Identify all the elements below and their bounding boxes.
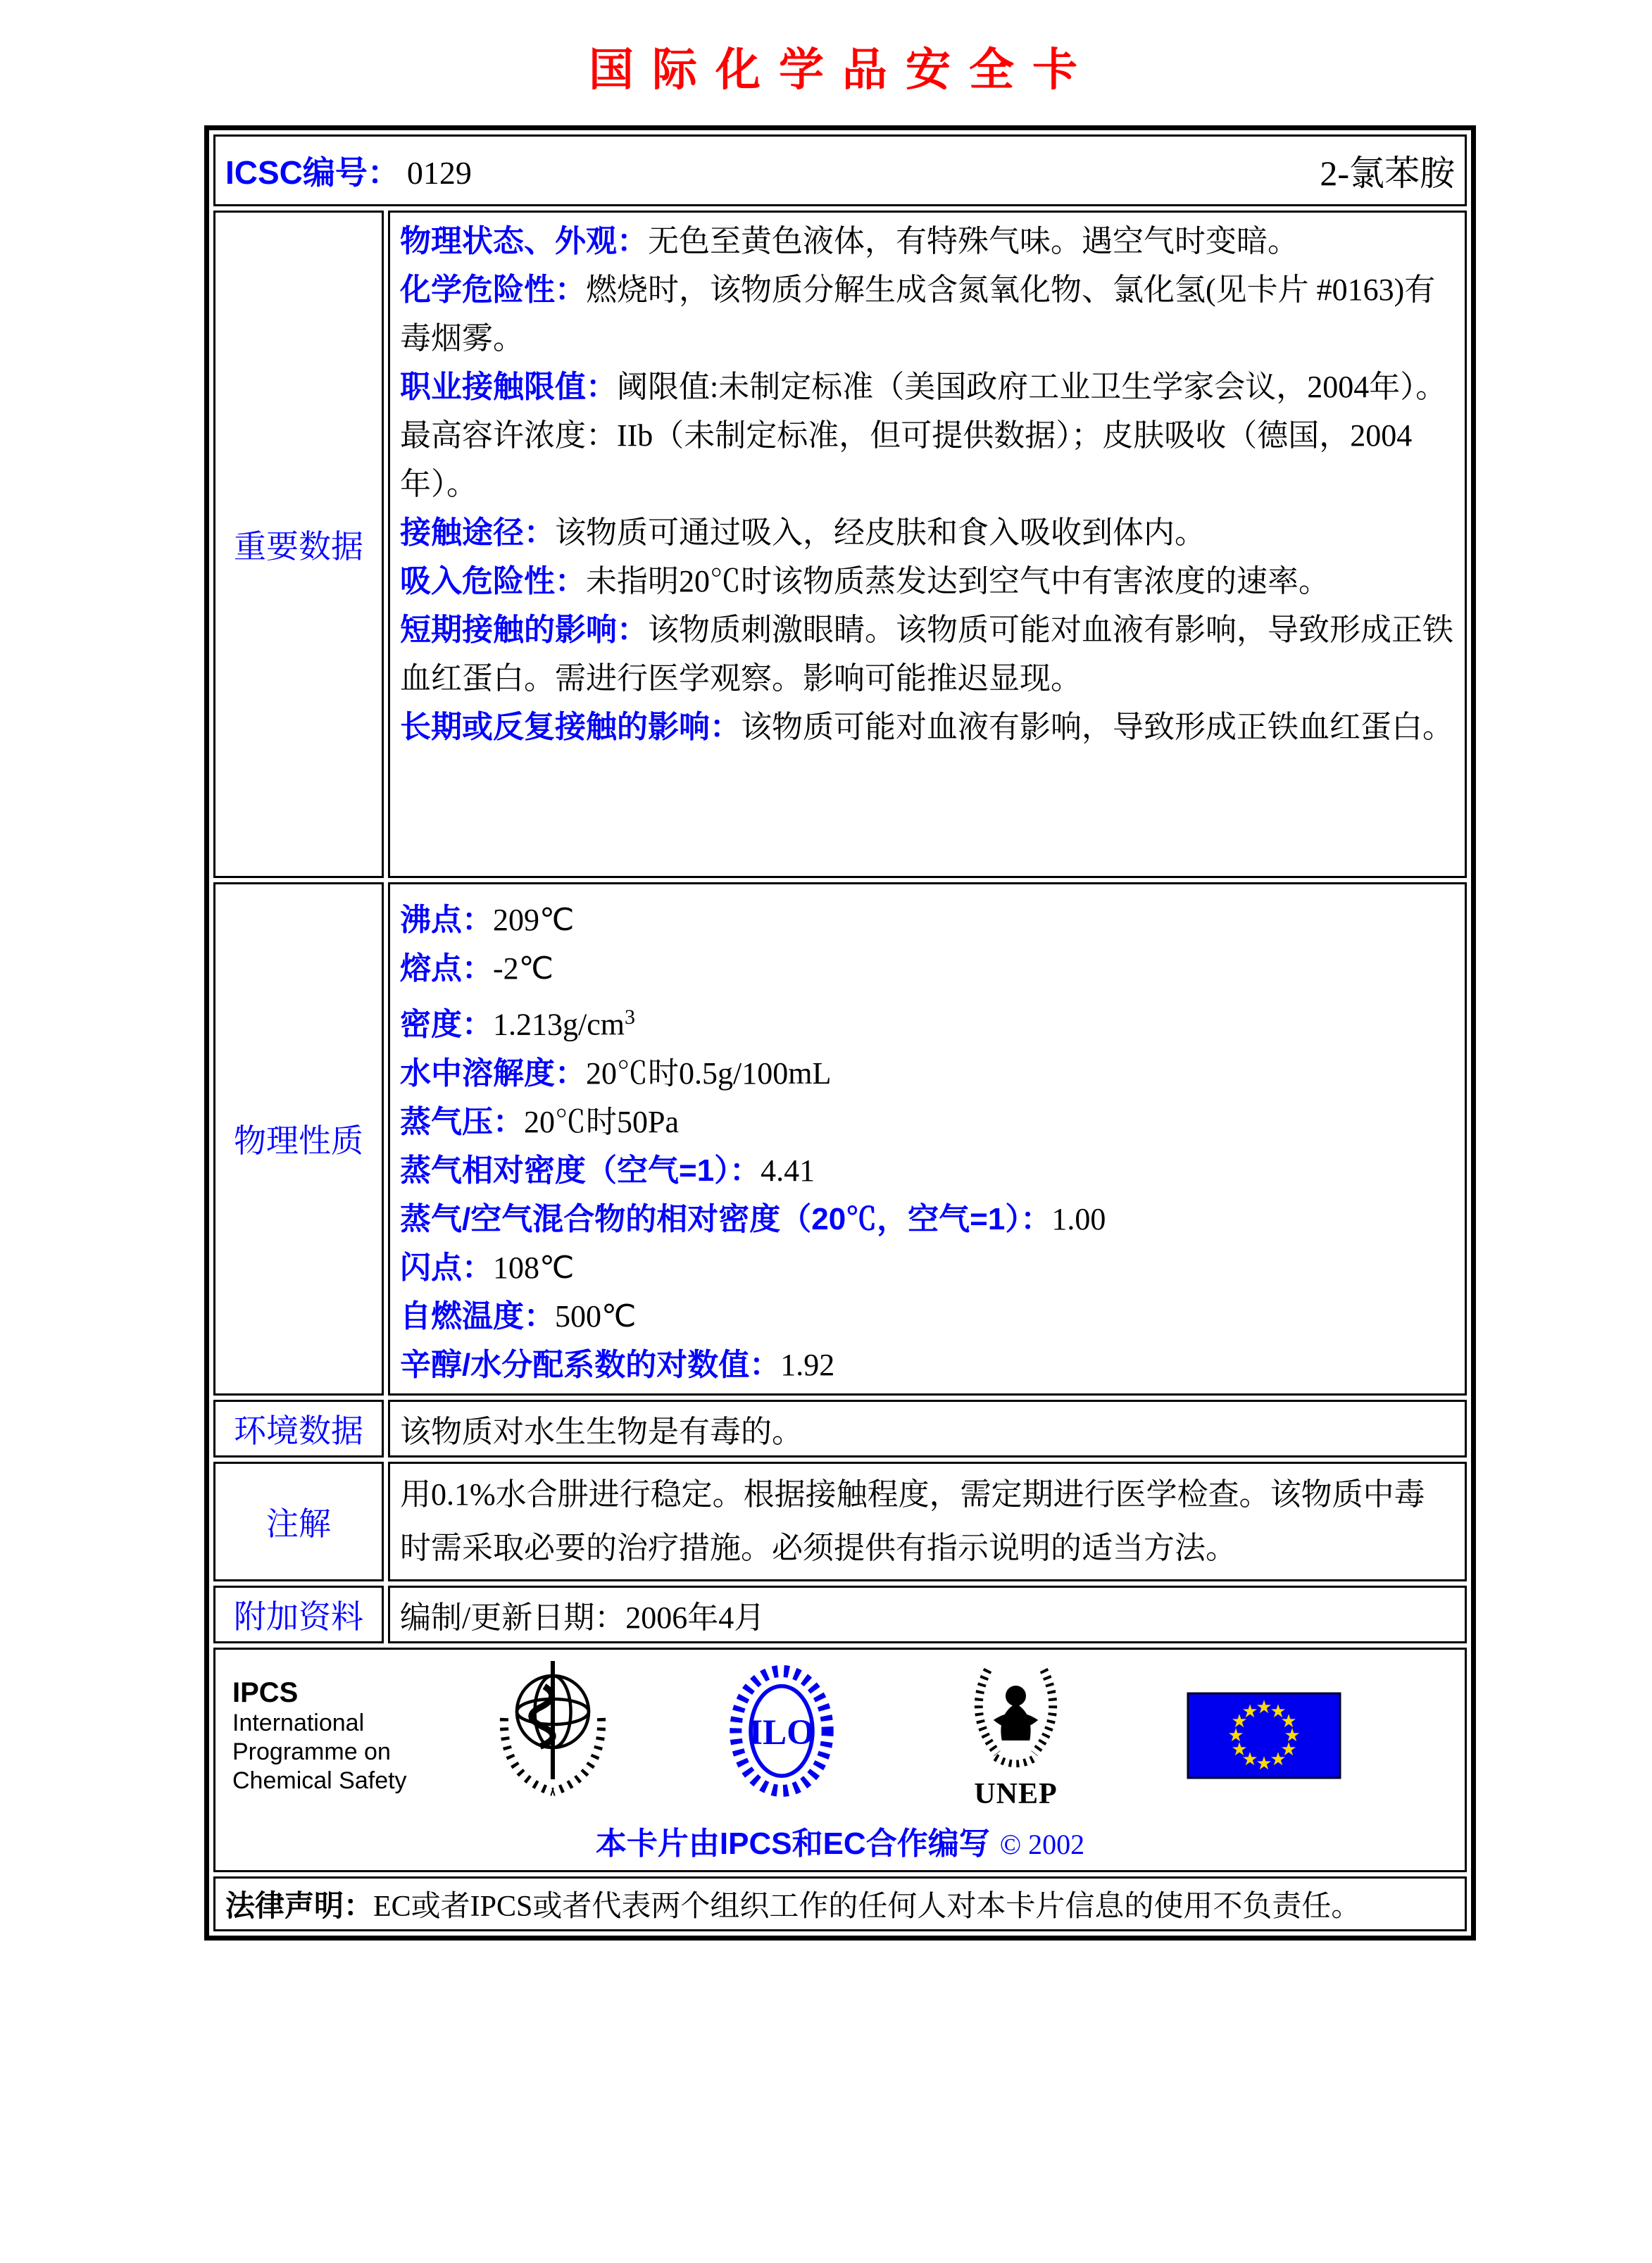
important-item-exposure-routes: [400, 508, 1455, 557]
logos-row: [213, 1648, 1467, 1872]
icsc-number-label: ICSC编号：: [225, 154, 400, 191]
important-item-long-term-effects: [400, 703, 1455, 751]
legal-text: EC或者IPCS或者代表两个组织工作的任何人对本卡片信息的使用不负责任。: [373, 1890, 1361, 1923]
item-label: 吸入危险性：: [400, 564, 586, 598]
important-item-short-term-effects: [400, 606, 1455, 703]
item-text: 该物质刺激眼睛。该物质可能对血液有影响，导致形成正铁血红蛋白。需进行医学观察。影响可能推迟显现。: [400, 613, 1453, 696]
property-autoignition-temperature: [400, 1292, 1455, 1341]
item-text: 阈限值:未制定标准（美国政府工业卫生学家会议，2004年）。最高容许浓度：IIb（未制定标准，但可提供数据）；皮肤吸收（德国，2004年）。: [400, 370, 1447, 501]
property-label: 蒸气相对密度（空气=1）：: [400, 1153, 761, 1188]
property-value: 1.92: [780, 1347, 835, 1382]
item-text: 该物质可能对血液有影响，导致形成正铁血红蛋白。: [741, 710, 1453, 744]
important-item-physical-state: [400, 217, 1455, 265]
ipcs-line: Programme on: [232, 1738, 391, 1765]
property-label: 闪点：: [400, 1250, 493, 1285]
property-octanol-water-partition: [400, 1341, 1455, 1389]
legal-cell: [213, 1876, 1467, 1931]
legal-label: 法律声明：: [225, 1888, 374, 1922]
card-header-cell: [213, 134, 1467, 206]
property-value: 4.41: [761, 1153, 815, 1188]
property-flash-point: [400, 1243, 1455, 1292]
environmental-data-content: 该物质对水生生物是有毒的。: [388, 1400, 1467, 1458]
item-label: 化学危险性：: [400, 272, 586, 307]
property-value: -2℃: [493, 951, 554, 986]
property-value: 1.213g/cm: [493, 1007, 625, 1042]
svg-text:★: ★: [1227, 1725, 1244, 1746]
property-label: 自燃温度：: [400, 1298, 555, 1334]
icsc-number-value: 0129: [406, 155, 472, 191]
icsc-card-table: [204, 125, 1476, 1941]
notes-content: [388, 1462, 1467, 1581]
property-melting-point: [400, 944, 1455, 993]
property-water-solubility: [400, 1049, 1455, 1098]
logos-cell: [213, 1648, 1467, 1872]
who-emblem-icon: [489, 1657, 616, 1815]
item-label: 物理状态、外观：: [400, 224, 648, 258]
property-label: 密度：: [400, 1007, 493, 1042]
svg-text:★: ★: [1284, 1725, 1301, 1746]
notes-row: [213, 1462, 1467, 1581]
section-label-environmental-data: 环境数据: [213, 1400, 384, 1458]
important-data-content: [388, 211, 1467, 878]
property-value: 500℃: [555, 1298, 637, 1334]
property-value: 1.00: [1051, 1201, 1106, 1236]
caption-text: 本卡片由IPCS和EC合作编写: [595, 1826, 990, 1861]
property-density: [400, 993, 1455, 1049]
caption-line: [232, 1818, 1448, 1863]
svg-text:★: ★: [1256, 1753, 1272, 1774]
additional-info-row: [213, 1586, 1467, 1643]
ipcs-line: International: [232, 1709, 365, 1736]
item-label: 职业接触限值：: [400, 370, 617, 404]
property-vapor-relative-density: [400, 1146, 1455, 1195]
property-value: 108℃: [493, 1250, 575, 1285]
card-header-row: [213, 134, 1467, 206]
svg-text:★: ★: [1241, 1701, 1258, 1722]
svg-text:★: ★: [1270, 1749, 1287, 1770]
property-label: 沸点：: [400, 903, 493, 937]
property-vapor-air-mixture-density: [400, 1195, 1455, 1243]
physical-properties-row: [213, 882, 1467, 1396]
property-value-superscript: 3: [624, 1005, 635, 1029]
svg-text:★: ★: [1241, 1749, 1258, 1770]
item-label: 长期或反复接触的影响：: [400, 710, 741, 744]
important-data-row: [213, 211, 1467, 878]
eu-flag-icon: [1187, 1692, 1341, 1779]
ipcs-acronym: IPCS: [232, 1676, 299, 1708]
unep-label: UNEP: [974, 1777, 1058, 1810]
svg-text:★: ★: [1280, 1739, 1297, 1760]
additional-info-content: 编制/更新日期：2006年4月: [388, 1586, 1467, 1643]
icsc-number-group: [225, 147, 472, 194]
property-vapor-pressure: [400, 1098, 1455, 1146]
svg-text:★: ★: [1231, 1739, 1248, 1760]
ilo-emblem-icon: [722, 1660, 841, 1812]
property-boiling-point: [400, 896, 1455, 944]
property-label: 蒸气压：: [400, 1104, 524, 1139]
section-label-important-data: 重要数据: [213, 211, 384, 878]
property-value: 209℃: [493, 903, 575, 937]
item-text: 无色至黄色液体，有特殊气味。遇空气时变暗。: [648, 224, 1299, 258]
physical-properties-content: [388, 882, 1467, 1396]
svg-text:★: ★: [1270, 1701, 1287, 1722]
property-label: 熔点：: [400, 951, 493, 986]
chemical-name: 2-氯苯胺: [1320, 153, 1455, 193]
section-label-notes: 注解: [213, 1462, 384, 1581]
unep-logo-block: [958, 1662, 1074, 1810]
section-label-physical-properties: 物理性质: [213, 882, 384, 1396]
important-item-occupational-limits: [400, 363, 1455, 508]
unep-emblem-icon: [958, 1662, 1074, 1779]
important-item-inhalation-risk: [400, 557, 1455, 606]
caption-copyright: © 2002: [999, 1828, 1085, 1860]
svg-text:ILO: ILO: [749, 1712, 815, 1753]
svg-text:★: ★: [1231, 1711, 1248, 1732]
notes-text: 用0.1%水合肼进行稳定。根据接触程度，需定期进行医学检查。该物质中毒时需采取必要的治疗措施。必须提供有指示说明的适当方法。: [400, 1477, 1425, 1565]
property-label: 蒸气/空气混合物的相对密度（20℃，空气=1）：: [400, 1201, 1052, 1236]
important-item-chemical-danger: [400, 265, 1455, 363]
ipcs-line: Chemical Safety: [232, 1767, 407, 1794]
item-label: 短期接触的影响：: [400, 613, 648, 647]
item-text: 未指明20℃时该物质蒸发达到空气中有害浓度的速率。: [586, 564, 1329, 598]
page-title: 国际化学品安全卡: [589, 45, 1096, 95]
environmental-data-row: [213, 1400, 1467, 1458]
svg-text:★: ★: [1280, 1711, 1297, 1732]
property-value: 20℃时0.5g/100mL: [586, 1055, 832, 1091]
item-label: 接触途径：: [400, 515, 555, 550]
property-value: 20℃时50Pa: [524, 1104, 679, 1139]
item-text: 燃烧时，该物质分解生成含氮氧化物、氯化氢(见卡片 #0163)有毒烟雾。: [400, 272, 1436, 356]
item-text: 该物质可通过吸入，经皮肤和食入吸收到体内。: [555, 515, 1206, 550]
ipcs-text-block: [232, 1676, 423, 1795]
section-label-additional-info: 附加资料: [213, 1586, 384, 1643]
svg-text:★: ★: [1256, 1697, 1272, 1718]
legal-row: [213, 1876, 1467, 1931]
property-label: 辛醇/水分配系数的对数值：: [400, 1347, 781, 1382]
property-label: 水中溶解度：: [400, 1055, 586, 1091]
